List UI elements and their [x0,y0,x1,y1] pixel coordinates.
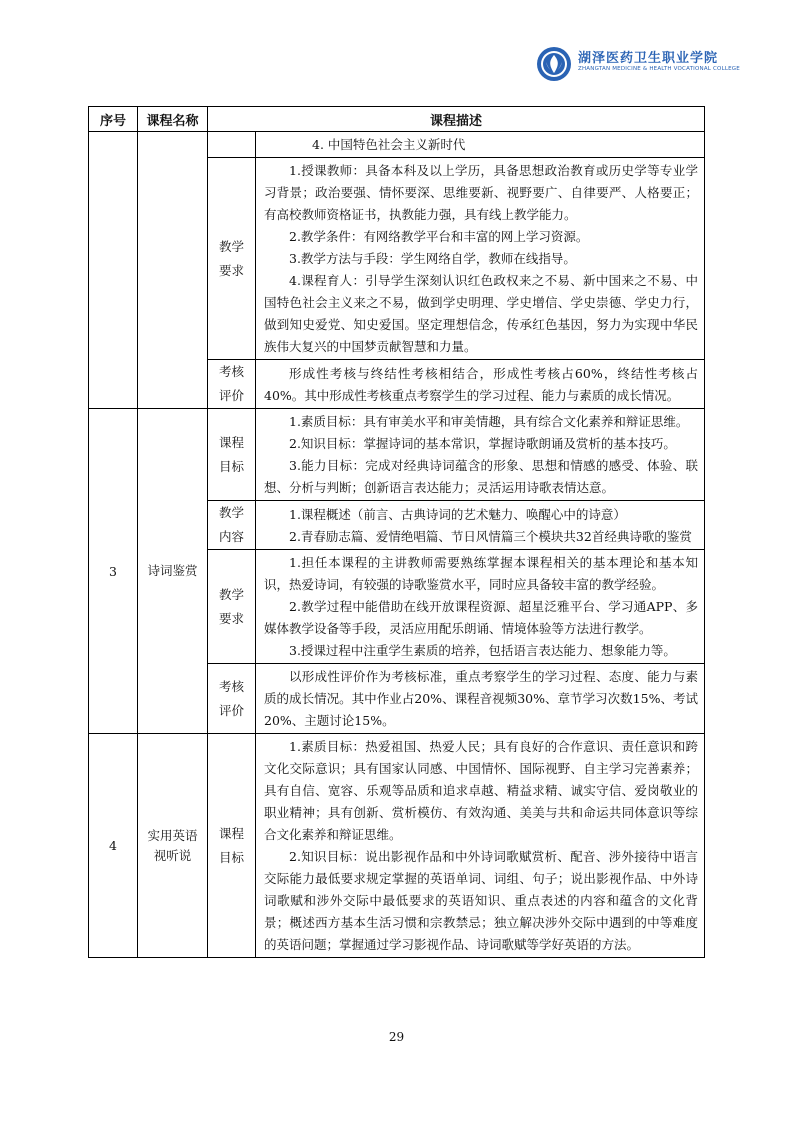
subheading-cell [208,132,256,158]
course-no-cell [89,132,138,409]
desc-cell: 1.素质目标：具有审美水平和审美情趣，具有综合文化素养和辩证思维。 2.知识目标：掌握诗词的基本常识，掌握诗歌朗诵及赏析的基本技巧。 3.能力目标：完成对经典诗词蕴含的形象、思想和情感的感受、体验、联想、分析与判断；创新语言表达能力；灵活运用诗歌表情达意。 [256,409,705,501]
desc-cell: 1.授课教师：具备本科及以上学历，具备思想政治教育或历史学等专业学习背景；政治要强、情怀要深、思维要新、视野要广、自律要严、人格要正；有高校教师资格证书，执教能力强，具有线上教学能力。 2.教学条件：有网络教学平台和丰富的网上学习资源。 3.教学方法与手段：学生网络自学，教师在线指导。 4.课程育人：引导学生深刻认识红色政权来之不易、新中国来之不易、中国特色社会主义来之不易，做到学史明理、学史增信、学史崇德、学史力行，做到知史爱党、知史爱国。坚定理想信念，传承红色基因，努力为实现中华民族伟大复兴的中国梦贡献智慧和力量。 [256,158,705,360]
topic-line: 4. 中国特色社会主义新时代 [312,137,466,152]
subheading-cell: 课程 目标 [208,409,256,501]
course-table [88,106,705,958]
course-name-cell: 诗词鉴赏 [138,409,208,734]
page-number: 29 [388,1030,405,1044]
header-course-desc: 课程描述 [208,107,705,132]
course-no-cell: 3 [89,409,138,734]
subheading-cell: 考核 评价 [208,360,256,409]
subheading-cell: 教学 内容 [208,501,256,550]
page-header [0,0,793,92]
desc-cell: 以形成性评价作为考核标准，重点考察学生的学习过程、态度、能力与素质的成长情况。其中作业占20%、课程音视频30%、章节学习次数15%、考试20%、主题讨论15%。 [256,664,705,734]
desc-cell: 1.素质目标：热爱祖国、热爱人民；具有良好的合作意识、责任意识和跨文化交际意识；具有国家认同感、中国情怀、国际视野、自主学习完善素养；具有自信、宽容、乐观等品质和追求卓越、精益求精、诚实守信、爱岗敬业的职业精神；具有创新、赏析模仿、有效沟通、美美与共和命运共同体意识等综合文化素养和辩证思维。 2.知识目标：说出影视作品和中外诗词歌赋赏析、配音、涉外接待中语言交际能力最低要求规定掌握的英语单词、词组、句子；说出影视作品、中外诗词歌赋和涉外交际中最低要求的英语知识、重点表述的内容和蕴含的文化背景；概述西方基本生活习惯和宗教禁忌；独立解决涉外交际中遇到的中等难度的英语问题；掌握通过学习影视作品、诗词歌赋等学好英语的方法。 [256,734,705,958]
college-logo-icon [536,46,572,82]
desc-cell: 形成性考核与终结性考核相结合，形成性考核占60%，终结性考核占40%。其中形成性考核重点考察学生的学习过程、能力与素质的成长情况。 [256,360,705,409]
header-no: 序号 [89,107,138,132]
subheading-cell: 考核 评价 [208,664,256,734]
course-name-cell: 实用英语 视听说 [138,734,208,958]
table-row [89,734,705,958]
table-header-row [89,107,705,132]
desc-cell [256,132,705,158]
header-course-name: 课程名称 [138,107,208,132]
college-name-cn: 湖泽医药卫生职业学院 [578,51,719,66]
course-name-cell [138,132,208,409]
course-no-cell: 4 [89,734,138,958]
desc-cell: 1.担任本课程的主讲教师需要熟练掌握本课程相关的基本理论和基本知识，热爱诗词，有较强的诗歌鉴赏水平，同时应具备较丰富的教学经验。 2.教学过程中能借助在线开放课程资源、超星泛雅平台、学习通APP、多媒体教学设备等手段，灵活应用配乐朗诵、情境体验等方法进行教学。 3.授课过程中注重学生素质的培养，包括语言表达能力、想象能力等。 [256,550,705,664]
subheading-cell: 教学 要求 [208,158,256,360]
table-row [89,409,705,501]
college-name-en: ZHANGTAN MEDICINE & HEALTH VOCATIONAL COLLEGE [578,66,740,72]
desc-cell: 1.课程概述（前言、古典诗词的艺术魅力、唤醒心中的诗意） 2.青春励志篇、爱情绝唱篇、节日风情篇三个模块共32首经典诗歌的鉴赏 [256,501,705,550]
table-row [89,132,705,158]
subheading-cell: 课程 目标 [208,734,256,958]
subheading-cell: 教学 要求 [208,550,256,664]
